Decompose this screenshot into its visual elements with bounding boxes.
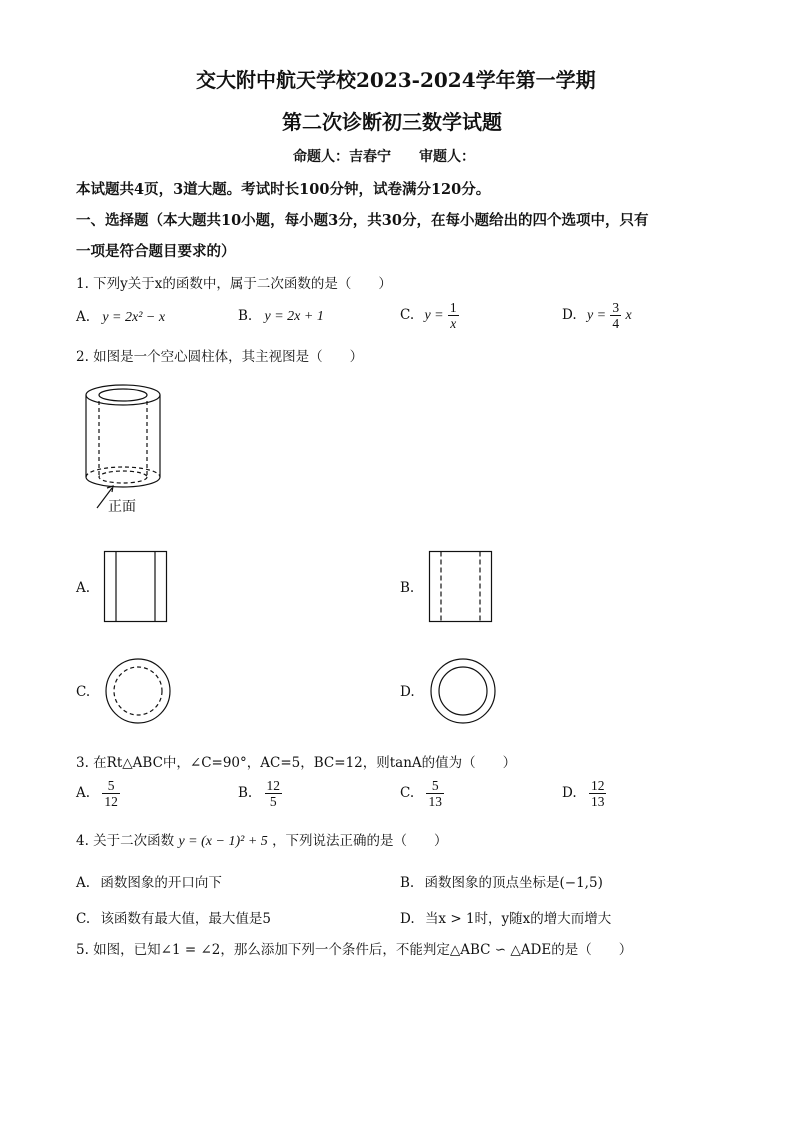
option-label: B.	[238, 308, 253, 324]
option-expr: y = 2x + 1	[264, 309, 324, 324]
option-text: 该函数有最大值，最大值是5	[100, 911, 272, 927]
exam-title-line2: 第二次诊断初三数学试题	[282, 110, 502, 134]
option-label: B.	[238, 785, 253, 801]
q2-option-b-figure	[429, 551, 493, 623]
option-label: D.	[562, 307, 577, 323]
q4-option-b	[400, 871, 603, 891]
q3-option-a	[76, 778, 120, 809]
q2-option-b-label: B.	[400, 580, 415, 596]
fraction-denominator: x	[450, 316, 457, 331]
q2-option-d-label: D.	[400, 684, 415, 700]
q1-option-a	[76, 309, 165, 326]
exam-authors: 命题人：吉春宁 审题人：	[293, 149, 475, 165]
section1-heading-line1: 一、选择题（本大题共10小题，每小题3分，共30分，在每小题给出的四个选项中，只有	[76, 212, 649, 229]
fraction-denominator: 5	[269, 794, 277, 809]
option-label: C.	[76, 911, 91, 927]
stem-expression: y = (x − 1)² + 5	[178, 834, 268, 849]
option-label: C.	[400, 785, 415, 801]
exam-title-line1: 交大附中航天学校2023-2024学年第一学期	[196, 68, 596, 92]
fraction-denominator: 13	[428, 794, 442, 809]
option-text: 函数图象的顶点坐标是(−1,5)	[424, 875, 603, 891]
q3-option-b	[238, 778, 282, 809]
q4-option-c	[76, 907, 271, 927]
option-rhs: x	[625, 308, 632, 323]
option-fraction	[448, 300, 459, 331]
option-fraction	[589, 778, 607, 809]
stem-prefix: 4. 关于二次函数	[76, 833, 175, 849]
option-label: B.	[400, 875, 415, 891]
option-label: C.	[400, 307, 415, 323]
fraction-denominator: 12	[104, 794, 118, 809]
question-4-stem	[76, 829, 448, 850]
question-1-stem: 1. 下列y关于x的函数中，属于二次函数的是（ ）	[76, 276, 392, 292]
option-fraction	[610, 300, 621, 331]
q2-option-c-label: C.	[76, 684, 91, 700]
q2-option-d-figure	[428, 656, 498, 726]
front-view-label: 正面	[108, 499, 136, 515]
q1-option-b	[238, 308, 324, 325]
fraction-numerator: 5	[426, 778, 444, 794]
q2-option-a-figure	[104, 551, 168, 623]
q2-option-c-figure	[103, 656, 173, 726]
q1-option-c	[400, 300, 459, 331]
option-label: A.	[76, 309, 91, 325]
q3-option-d	[562, 778, 606, 809]
option-expr: y = 2x² − x	[102, 310, 166, 325]
q1-option-d	[562, 300, 632, 331]
q4-option-a	[76, 871, 222, 891]
option-lhs: y =	[424, 308, 444, 323]
option-text: 函数图象的开口向下	[100, 875, 222, 891]
exam-intro: 本试题共4页，3道大题。考试时长100分钟，试卷满分120分。	[76, 181, 491, 198]
option-label: D.	[400, 911, 415, 927]
fraction-numerator: 5	[102, 778, 120, 794]
option-fraction	[426, 778, 444, 809]
fraction-denominator: 13	[590, 794, 605, 809]
fraction-numerator: 1	[449, 300, 457, 315]
q4-option-d	[400, 907, 611, 927]
option-fraction	[102, 778, 120, 809]
stem-suffix: ，下列说法正确的是（ ）	[272, 833, 448, 849]
option-text: 当x > 1时，y随x的增大而增大	[424, 911, 612, 927]
option-label: A.	[76, 875, 91, 891]
fraction-numerator: 3	[612, 300, 620, 315]
question-5-stem: 5. 如图，已知∠1 = ∠2，那么添加下列一个条件后，不能判定△ABC ∽ △ADE的是（ ）	[76, 942, 633, 958]
option-label: A.	[76, 785, 91, 801]
question-3-stem: 3. 在Rt△ABC中，∠C=90°，AC=5，BC=12，则tanA的值为（ ）	[76, 755, 517, 771]
q3-option-c	[400, 778, 444, 809]
option-label: D.	[562, 785, 577, 801]
fraction-numerator: 12	[266, 778, 281, 793]
option-lhs: y =	[586, 308, 607, 323]
section1-heading-line2: 一项是符合题目要求的）	[76, 243, 236, 260]
fraction-denominator: 4	[612, 316, 620, 331]
question-2-stem: 2. 如图是一个空心圆柱体，其主视图是（ ）	[76, 349, 364, 365]
option-fraction	[265, 778, 283, 809]
fraction-numerator: 12	[590, 778, 605, 793]
q2-option-a-label: A.	[76, 580, 91, 596]
